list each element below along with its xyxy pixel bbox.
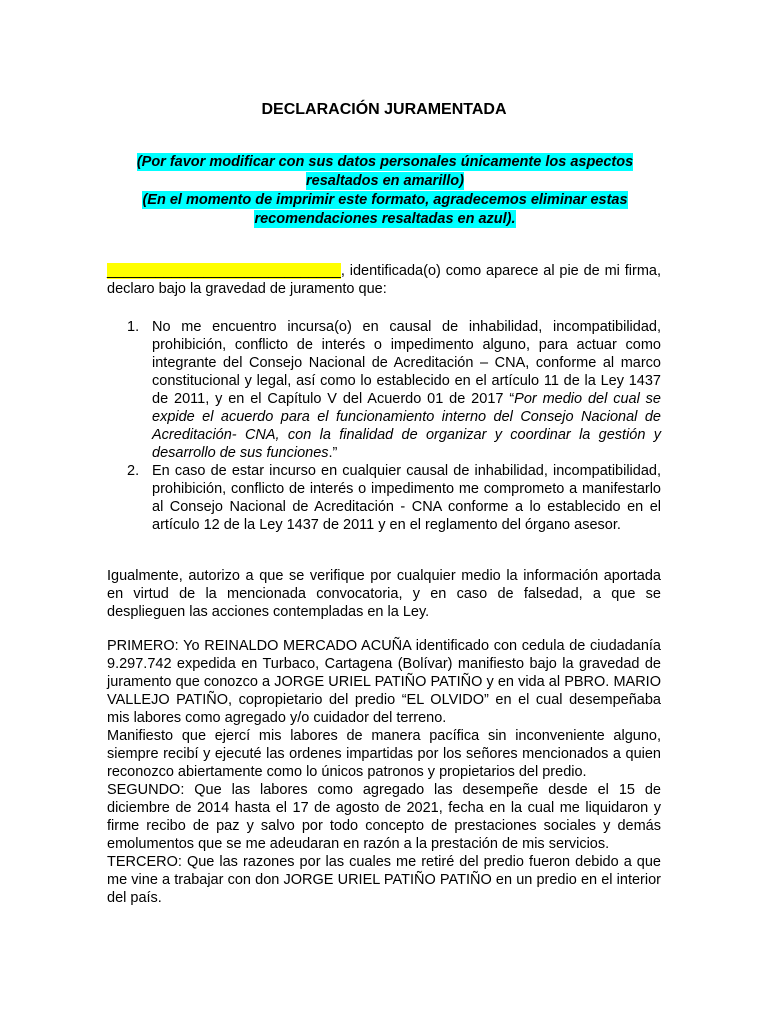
list-item xyxy=(107,462,661,534)
instruction-line-2 xyxy=(110,191,660,229)
declarations-list xyxy=(107,318,661,534)
list-item-number: 2. xyxy=(127,463,140,479)
instruction-line-1 xyxy=(110,153,660,191)
paragraph-primero: PRIMERO: Yo REINALDO MERCADO ACUÑA identificado con cedula de ciudadanía 9.297.742 expedida en Turbaco, Cartagena (Bolívar) manifiesto bajo la gravedad de juramento que conozco a JORGE URIEL PATIÑO PATIÑO y en vida al PBRO. MARIO VALLEJO PATIÑO, copropietario del predio “EL OLVIDO” en el cual desempeñaba mis labores como agregado y/o cuidador del terreno. xyxy=(107,638,661,726)
paragraph-segundo: SEGUNDO: Que las labores como agregado las desempeñe desde el 15 de diciembre de 2014 hasta el 17 de agosto de 2021, fecha en la cual me liquidaron y firme recibo de paz y salvo por todo concepto de prestaciones sociales y demás emolumentos que se me adeudaran en razón a la prestación de mis servicios. xyxy=(107,782,661,852)
list-item-text-end: .” xyxy=(328,445,338,461)
intro-paragraph xyxy=(107,262,661,298)
instruction-text-2: (En el momento de imprimir este formato, agradecemos eliminar estas recomendaciones resaltadas en azul). xyxy=(142,192,628,227)
declaration-section xyxy=(107,637,661,907)
name-blank-field[interactable]: _____________________________ xyxy=(107,263,341,279)
document-title: DECLARACIÓN JURAMENTADA xyxy=(261,101,507,118)
instructions-note xyxy=(110,153,660,229)
paragraph-tercero: TERCERO: Que las razones por las cuales me retiré del predio fueron debido a que me vine a trabajar con don JORGE URIEL PATIÑO PATIÑO en un predio en el interior del país. xyxy=(107,854,661,906)
intro-text: , identificada(o) como aparece al pie de mi firma, declaro bajo la gravedad de juramento que: xyxy=(107,263,661,297)
list-item xyxy=(107,318,661,462)
list-item-text: No me encuentro incursa(o) en causal de inhabilidad, incompatibilidad, prohibición, conflicto de interés o impedimento alguno, para actuar como integrante del Consejo Nacional de Acreditación – CNA, conforme al marco constitucional y legal, así como lo establecido en el artículo 11 de la Ley 1437 de 2011, y en el Capítulo V del Acuerdo 01 de 2017 “ xyxy=(152,319,661,407)
paragraph-manifiesto: Manifiesto que ejercí mis labores de manera pacífica sin inconveniente alguno, siempre recibí y ejecuté las ordenes impartidas por los señores mencionados a quien reconozco abiertamente como lo únicos patronos y propietarios del predio. xyxy=(107,728,661,780)
authorization-paragraph: Igualmente, autorizo a que se verifique por cualquier medio la información aportada en virtud de la mencionada convocatoria, y en caso de falsedad, a que se desplieguen las acciones contempladas en la Ley. xyxy=(107,568,661,620)
instruction-text-1: (Por favor modificar con sus datos personales únicamente los aspectos resaltados en amarillo) xyxy=(136,154,634,189)
list-item-number: 1. xyxy=(127,319,140,335)
list-item-italic-text: Por medio del cual se expide el acuerdo para el funcionamiento interno del Consejo Nacional de Acreditación- CNA, con la finalidad de organizar y coordinar la gestión y desarrollo de sus funciones xyxy=(152,391,662,461)
list-item-text: En caso de estar incurso en cualquier causal de inhabilidad, incompatibilidad, prohibición, conflicto de interés o impedimento me comprometo a manifestarlo al Consejo Nacional de Acreditación - CNA conforme a lo establecido en el artículo 12 de la Ley 1437 de 2011 y en el reglamento del órgano asesor. xyxy=(152,463,661,533)
